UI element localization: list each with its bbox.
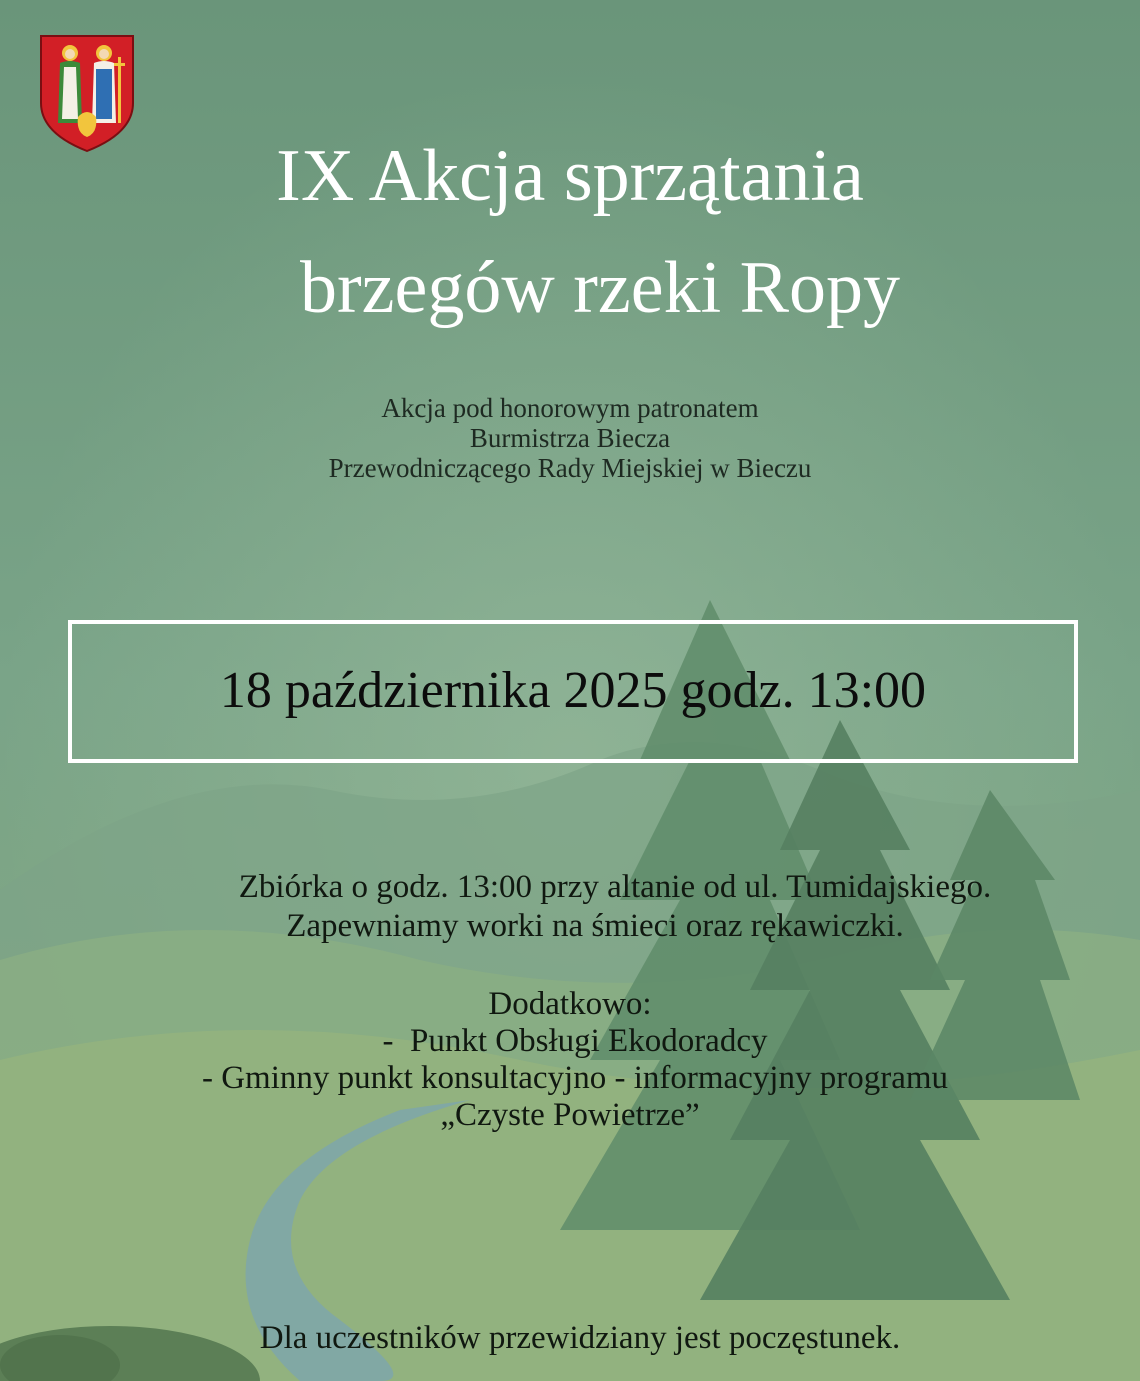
page-title-line-1: IX Akcja sprzątania <box>276 135 864 217</box>
additional-info <box>0 986 1140 1134</box>
patronage-block <box>0 393 1140 483</box>
event-date: 18 października 2025 godz. 13:00 <box>219 662 927 719</box>
meeting-info-line-1: Zbiórka o godz. 13:00 przy altanie od ul. Tumidajskiego. <box>238 869 992 905</box>
meeting-info-line-2: Zapewniamy worki na śmieci oraz rękawiczki. <box>286 908 904 944</box>
additional-heading: Dodatkowo: <box>488 986 652 1022</box>
additional-item-1: - Punkt Obsługi Ekodoradcy <box>382 1023 768 1059</box>
additional-item-2: - Gminny punkt konsultacyjno - informacyjny programu <box>201 1060 949 1096</box>
event-date-box <box>68 620 1078 763</box>
patronage-line-3: Przewodniczącego Rady Miejskiej w Bieczu <box>328 453 812 483</box>
additional-item-3: „Czyste Powietrze” <box>440 1097 700 1133</box>
page-title-line-2: brzegów rzeki Ropy <box>299 247 901 329</box>
refreshments-note: Dla uczestników przewidziany jest poczęstunek. <box>259 1320 901 1356</box>
patronage-line-2: Burmistrza Biecza <box>469 423 671 453</box>
patronage-line-1: Akcja pod honorowym patronatem <box>381 393 759 423</box>
